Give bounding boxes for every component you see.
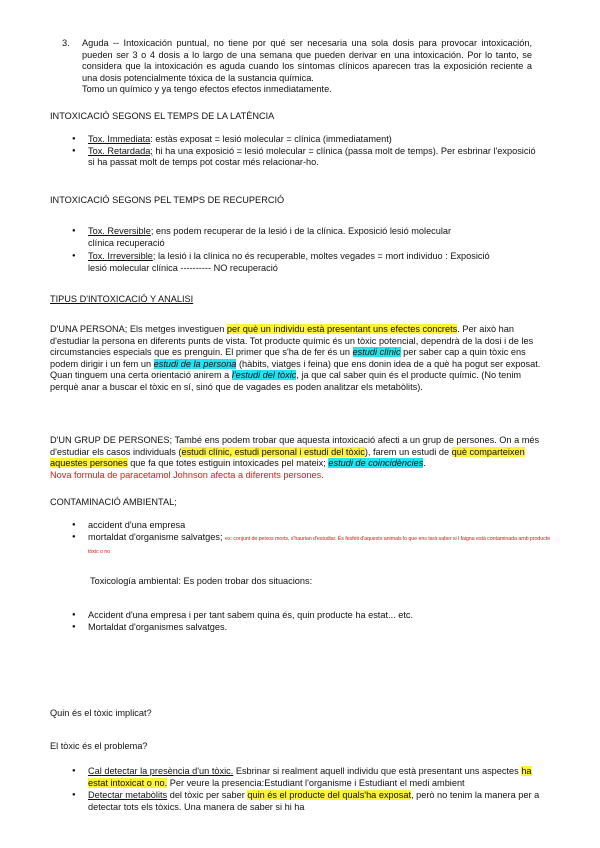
heading-contaminacio: CONTAMINACIÓ AMBIENTAL; [50,497,177,507]
item-3 [62,38,532,96]
list-item [70,134,540,146]
list-item [70,790,550,813]
term: Detectar metabòlits [88,790,168,801]
text: . [423,458,426,469]
term: Tox. Retardada; [88,145,153,156]
highlight: quin és el producte del quals'ha exposat [247,790,412,801]
item-text: mortaldat d'organisme salvatges; [88,531,226,542]
list-item: ● Accident d'una empresa i per tant sabem quina és, quin producte ha estat... etc. [70,610,550,622]
highlight: estudi clínic, estudi personal i estudi del tòxic [181,446,365,457]
heading-tipus: TIPUS D'INTOXICACIÓ Y ANALISI [50,294,194,304]
item-number: 3. [62,38,70,48]
term: Tox. Reversible [88,226,151,236]
item-text-2: clínica recuperació [88,237,165,248]
heading-latencia: INTOXICACIÓ SEGONS EL TEMPS DE LA LATÈNCIA [50,111,275,121]
term: Tox. Immediata [88,134,151,144]
text: ), farem un estudi de [364,446,452,457]
subheading-toxicologia: Toxicología ambiental: Es poden trobar dos situacions: [90,576,313,586]
text: , però no tenim la manera per a detectar tots els tòxics. Una manera de saber si hi ha [88,790,540,812]
text: del tòxic per saber [167,790,248,801]
contaminacio-list-2 [70,610,550,633]
paragraph-grup [50,435,550,481]
text: , ja que cal saber quin és el producte químic. (No tenim perquè anar a buscar el tòxic en sí, sinó que de vagades es poden analitzar els metabòlits). [50,370,522,392]
red-note: Nova formula de paracetamol Johnson afecta a diferents persones. [50,469,324,480]
term: Tox. Irreversible [88,251,153,262]
paragraph-persona [50,324,550,394]
item-3-extra: Tomo un químico y ya tengo efectos efectos inmediatamente. [82,84,332,95]
highlight: per què un individu està presentant uns efectes concrets [226,324,458,334]
term: Cal detectar la presència d'un tòxic. [88,766,234,776]
text: Per veure la presencia:Estudiant l'organisme i Estudiant el medi ambient [167,777,465,788]
heading-recuperacio: INTOXICACIÓ SEGONS PEL TEMPS DE RECUPERCIÓ [50,195,285,205]
list-item: ● Mortaldat d'organismes salvatges. [70,622,550,634]
text: . Per això han d'estudiar la persona en diferents punts de vista. Tot producte químic és un tòxic potencial, dependrà de la dosi i de les circumstancies especials que es prenguin. El primer que s'ha de fer és un [50,324,534,358]
text: D'UNA PERSONA; Els metges investiguen [50,324,227,334]
item-text-2: lesió molecular clínica ---------- NO recuperació [88,262,278,273]
list-item [70,226,540,249]
recuperacio-list [70,226,540,274]
contaminacio-list [70,520,560,559]
list-item [70,532,560,559]
text: per saber cap a quin tòxic ens podem dirigir i un fem un [50,347,526,369]
red-note: ex: conjunt de peixos morts, s'haurian d'estudiar. És fesfeti d'aquests animals lo que ens tarà saber si l faigna està contaminada amb producte tòxic o no [88,535,551,556]
text: D'UN GRUP DE PERSONES; També ens podem trobar que aquesta intoxicació afecti a un grup de persones. On a més d'estudiar els casos individuals ( [50,435,540,457]
highlight: ha estat intoxicat o no. [88,766,532,788]
final-list [70,766,550,813]
question-1: Quin és el tòxic implicat? [50,708,152,718]
list-item [70,520,560,532]
list-item [70,766,550,789]
item-text: accident d'una empresa [88,520,186,530]
list-item [70,251,540,274]
text: (hàbits, viatges i feina) que ens donin idea de a què ha pogut ser exposat. Quan tinguem una certa orientació anirem a [50,358,541,381]
question-2: El tòxic és el problema? [50,741,148,751]
item-text: hi ha una exposició = lesió molecular = clínica (passa molt de temps). Per esbrinar l'exposició si ha passat molt de temps pot costar més relacionar-ho. [88,145,536,168]
item-text: : estàs exposat = lesió molecular = clínica (immediatament) [150,134,392,144]
list-item [70,146,540,169]
highlight: estudi de coincidències [328,458,424,469]
latencia-list [70,134,540,169]
item-3-text: Aguda -- Intoxicación puntual, no tiene por qué ser necesaria una sola dosis para provocar intoxicación, pueden ser 3 o 4 dosis a lo largo de una semana que pueden derivar en una intoxicación. Por lo tanto, se considera que la intoxicación es aguda cuando los síntomas clínicos aparecen tras la exposición reciente a una dosis potencialmente tóxica de la sustancia química. [82,38,532,83]
highlight: què comparteixen aquestes persones [50,446,525,469]
text: que fa que totes estiguin intoxicades pel mateix; [127,458,329,469]
highlight: estudi de la persona [153,358,237,369]
item-text: ; la lesió i la clínica no és recuperable, moltes vegades = mort individuo : Exposició [152,251,490,262]
item-text: ; ens podem recuperar de la lesió i de la clínica. Exposició lesió molecular [150,226,452,236]
text: Esbrinar si realment aquell individu que està presentant uns aspectes [233,766,522,776]
highlight: l'estudi del tòxic [231,370,297,381]
highlight: estudi clínic [352,347,401,358]
